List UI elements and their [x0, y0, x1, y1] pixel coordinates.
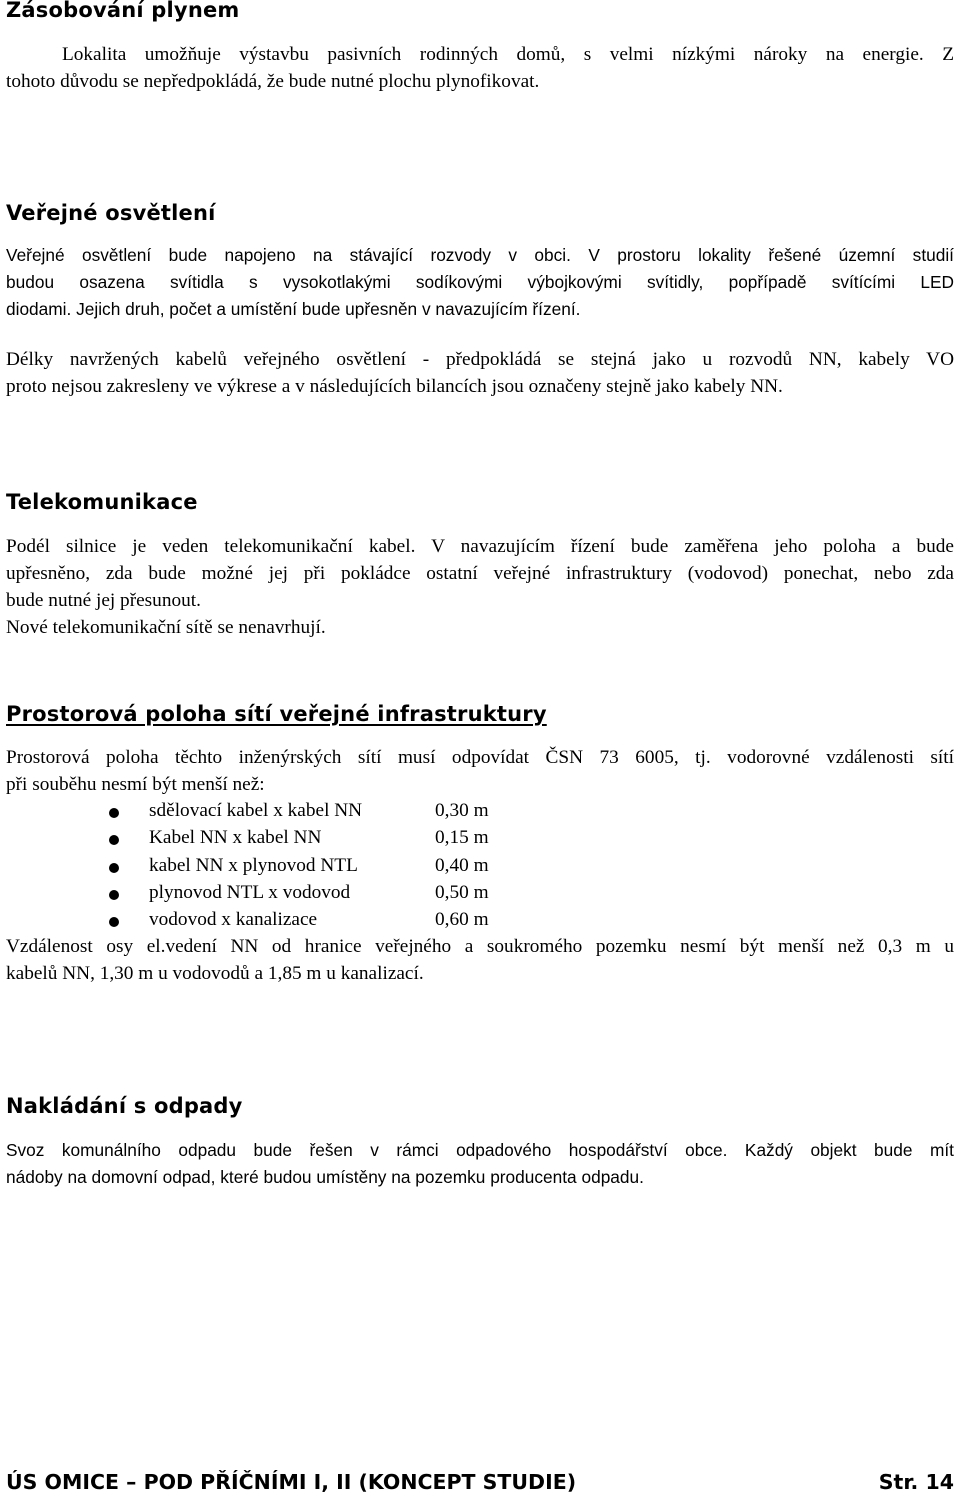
infrastructure-intro-line-2: při souběhu nesmí být menší než: [6, 774, 265, 795]
gas-line-2: tohoto důvodu se nepředpokládá, že bude nutné plochu plynofikovat. [6, 71, 540, 92]
lighting-p1-line-2: budou osazena svítidla s vysokotlakými sodíkovými výbojkovými svítidly, popřípadě svítícími LED [6, 272, 954, 292]
distance-value: 0,60 m [435, 909, 489, 931]
infrastructure-intro [6, 744, 954, 798]
distance-pair: sdělovací kabel x kabel NN [149, 800, 363, 821]
lighting-p1-line-1: Veřejné osvětlení bude napojeno na stávající rozvody v obci. V prostoru lokality řešené územní studií [6, 245, 954, 265]
bullet-icon [109, 808, 119, 818]
bullet-icon [109, 890, 119, 900]
infrastructure-outro-line-2: kabelů NN, 1,30 m u vodovodů a 1,85 m u kanalizací. [6, 963, 424, 984]
lighting-p2-line-2: proto nejsou zakresleny ve výkrese a v následujících bilancích jsou označeny stejně jako kabely NN. [6, 376, 783, 397]
heading-public-lighting: Veřejné osvětlení [6, 201, 216, 225]
telecom-line-2: upřesněno, zda bude možné jej při pokládce ostatní veřejné infrastruktury (vodovod) ponechat, nebo zda [6, 563, 954, 584]
heading-infrastructure-layout: Prostorová poloha sítí veřejné infrastruktury [6, 702, 547, 726]
lighting-paragraph-2 [6, 346, 954, 400]
distance-pair: vodovod x kanalizace [149, 909, 318, 931]
page-footer [6, 1470, 954, 1498]
telecom-paragraph [6, 533, 954, 641]
page-number: Str. 14 [878, 1470, 954, 1494]
distance-value: 0,30 m [435, 800, 489, 821]
distance-value: 0,50 m [435, 881, 489, 903]
infrastructure-outro-line-1: Vzdálenost osy el.vedení NN od hranice veřejného a soukromého pozemku nesmí být menší než 0,3 m u [6, 936, 954, 957]
heading-telecommunications: Telekomunikace [6, 490, 198, 514]
gas-paragraph [6, 41, 954, 95]
infrastructure-outro [6, 933, 954, 987]
lighting-paragraph-1 [6, 242, 954, 323]
distance-pair: plynovod NTL x vodovod [149, 881, 351, 903]
lighting-p2-line-1: Délky navržených kabelů veřejného osvětlení - předpokládá se stejná jako u rozvodů NN, kabely VO [6, 349, 954, 370]
infrastructure-intro-line-1: Prostorová poloha těchto inženýrských sítí musí odpovídat ČSN 73 6005, tj. vodorovné vzdálenosti sítí [6, 747, 954, 768]
distance-pair: Kabel NN x kabel NN [149, 827, 322, 849]
waste-line-2: nádoby na domovní odpad, které budou umístěny na pozemku producenta odpadu. [6, 1167, 644, 1187]
distance-value: 0,15 m [435, 827, 489, 849]
bullet-icon [109, 835, 119, 845]
telecom-line-1: Podél silnice je veden telekomunikační kabel. V navazujícím řízení bude zaměřena jeho poloha a bude [6, 536, 954, 557]
distance-pair: kabel NN x plynovod NTL [149, 854, 358, 876]
telecom-line-3: bude nutné jej přesunout. [6, 590, 201, 611]
gas-line-1: Lokalita umožňuje výstavbu pasivních rodinných domů, s velmi nízkými nároky na energie. Z [62, 44, 954, 65]
bullet-icon [109, 917, 119, 927]
bullet-icon [109, 863, 119, 873]
waste-line-1: Svoz komunálního odpadu bude řešen v rámci odpadového hospodářství obce. Každý objekt bude mít [6, 1140, 954, 1160]
footer-title: ÚS OMICE – POD PŘÍČNÍMI I, II (KONCEPT STUDIE) [6, 1470, 577, 1494]
telecom-line-4: Nové telekomunikační sítě se nenavrhují. [6, 617, 326, 638]
waste-paragraph [6, 1137, 954, 1191]
distance-value: 0,40 m [435, 854, 489, 876]
heading-waste-management: Nakládání s odpady [6, 1094, 243, 1118]
lighting-p1-line-3: diodami. Jejich druh, počet a umístění bude upřesněn v navazujícím řízení. [6, 299, 581, 319]
heading-gas-supply: Zásobování plynem [6, 0, 240, 22]
